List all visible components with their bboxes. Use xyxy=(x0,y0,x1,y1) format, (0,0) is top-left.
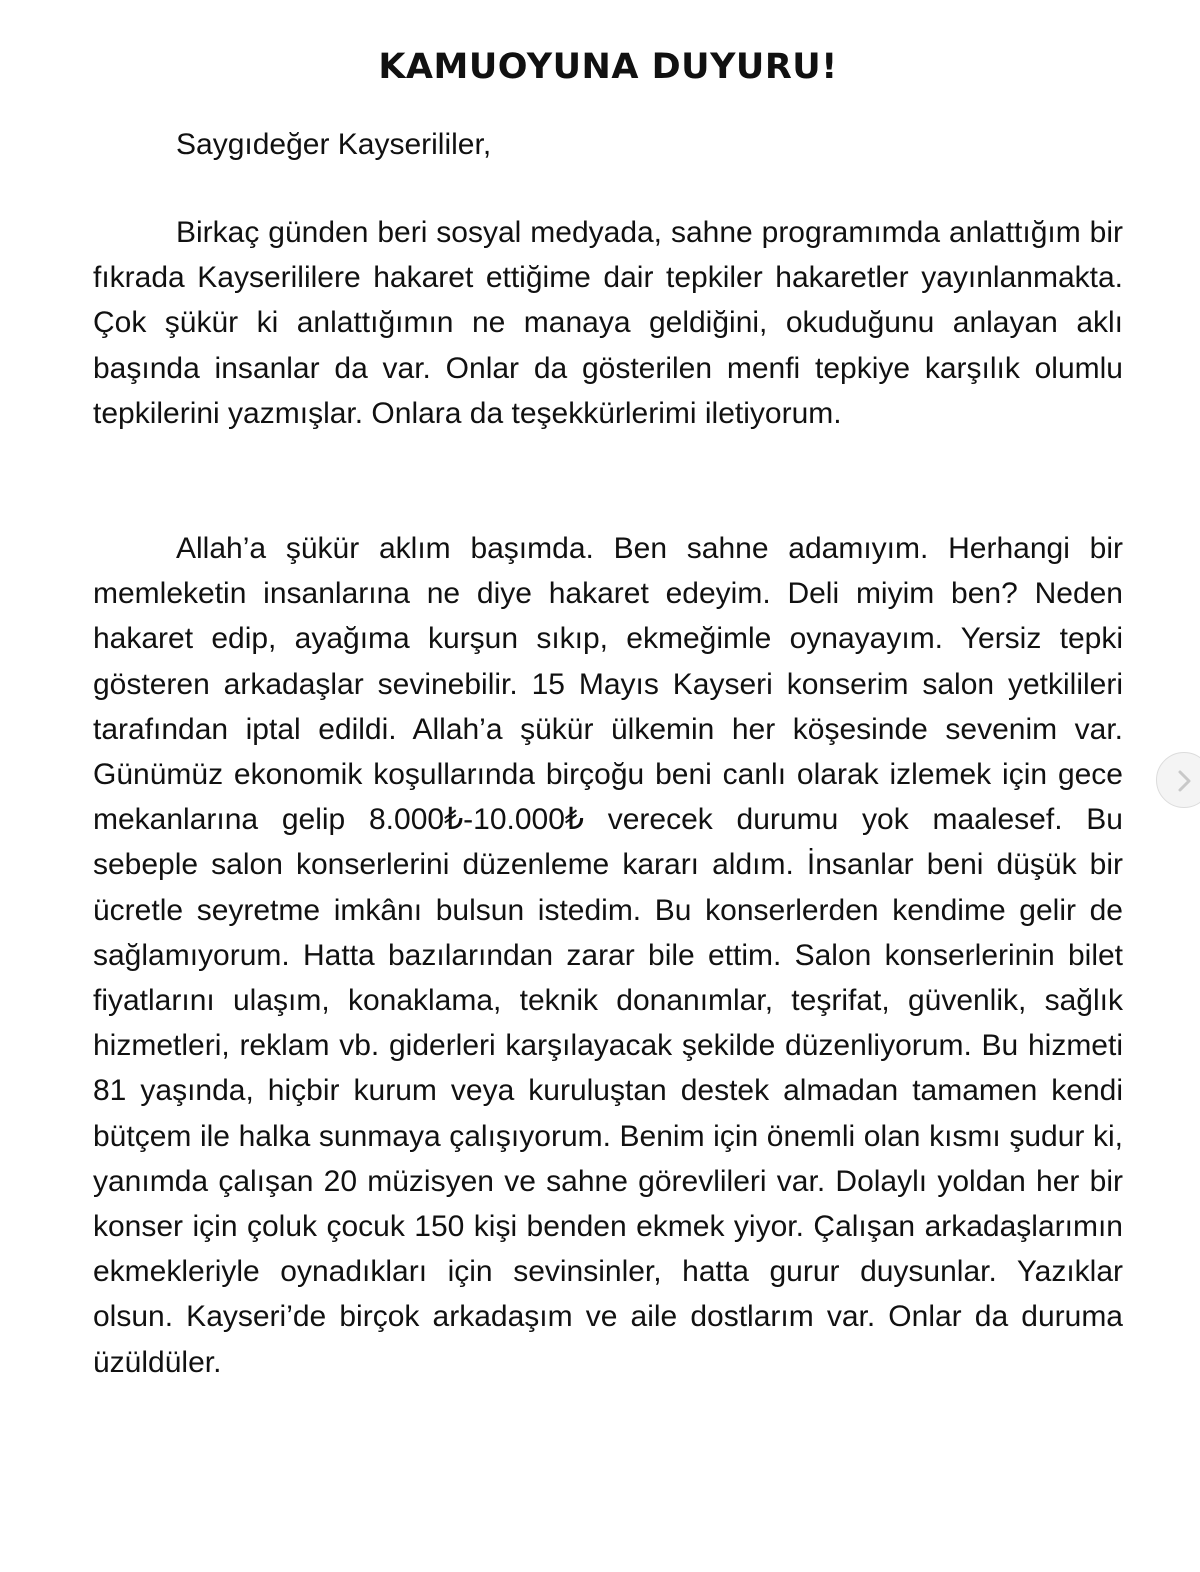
page-title: KAMUOYUNA DUYURU! xyxy=(378,47,838,87)
next-slide-button[interactable] xyxy=(1156,752,1200,808)
paragraph-1: Birkaç günden beri sosyal medyada, sahne programımda anlattığım bir fıkrada Kayserililere hakaret ettiğime dair tepkiler hakaretler yayınlanmakta. Çok şükür ki anlattığımın ne manaya geldiğini, okuduğunu anlayan aklı başında insanlar da var. Onlar da gösterilen menfi tepkiye karşılık olumlu tepkilerini yazmışlar. Onlara da teşekkürlerimi iletiyorum. xyxy=(93,216,1123,430)
salutation: Saygıdeğer Kayserililer, xyxy=(176,128,492,161)
paragraph-2: Allah’a şükür aklım başımda. Ben sahne adamıyım. Herhangi bir memleketin insanlarına ne diye hakaret edeyim. Deli miyim ben? Neden hakaret edip, ayağıma kurşun sıkıp, ekmeğimle oynayayım. Yersiz tepki gösteren arkadaşlar sevinebilir. 15 Mayıs Kayseri konserim salon yetkilileri tarafından iptal edildi. Allah’a şükür ülkemin her köşesinde sevenim var. Günümüz ekonomik koşullarında birçoğu beni canlı olarak izlemek için gece mekanlarına gelip 8.000₺-10.000₺ verecek durumu yok maalesef. Bu sebeple salon konserlerini düzenleme kararı aldım. İnsanlar beni düşük bir ücretle seyretme imkânı bulsun istedim. Bu konserlerden kendime gelir de sağlamıyorum. Hatta bazılarından zarar bile ettim. Salon konserlerinin bilet fiyatlarını ulaşım, konaklama, teknik donanımlar, teşrifat, güvenlik, sağlık hizmetleri, reklam vb. giderleri karşılayacak şekilde düzenliyorum. Bu hizmeti 81 yaşında, hiçbir kurum veya kuruluştan destek almadan tamamen kendi bütçem ile halka sunmaya çalışıyorum. Benim için önemli olan kısmı şudur ki, yanımda çalışan 20 müzisyen ve sahne görevlileri var. Dolaylı yoldan her bir konser için çoluk çocuk 150 kişi benden ekmek yiyor. Çalışan arkadaşlarımın ekmekleriyle oynadıkları için sevinsinler, hatta gurur duysunlar. Yazıklar olsun. Kayseri’de birçok arkadaşım ve aile dostlarım var. Onlar da duruma üzüldüler. xyxy=(93,532,1123,1379)
chevron-right-icon xyxy=(1175,769,1195,793)
